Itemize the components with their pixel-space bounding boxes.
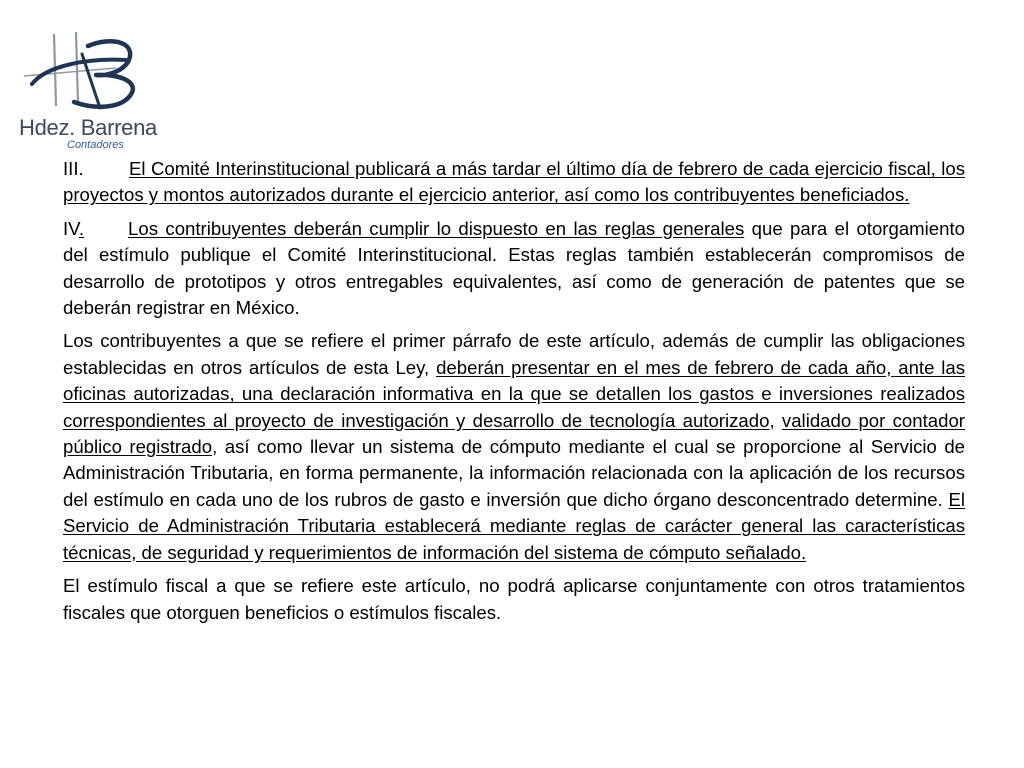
body-text: Los contribuyentes a que se refiere el primer párrafo de este artículo, además de cumplir las obligaciones establecidas en otros artículos de esta Ley,	[63, 330, 965, 378]
underlined-text: validado por contador público registrado	[63, 409, 965, 458]
document-body	[63, 156, 965, 633]
paragraph-number: III.	[63, 158, 84, 179]
body-text: El estímulo fiscal a que se refiere este artículo, no podrá aplicarse conjuntamente con otros tratamientos fiscales que otorguen beneficios o estímulos fiscales.	[63, 575, 965, 623]
paragraph-iii	[63, 156, 965, 209]
body-text: , así como llevar un sistema de cómputo mediante el cual se proporcione al Servicio de Administración Tributaria, en forma permanente, la información relacionada con la aplicación de los recursos del estímulo en cada uno de los rubros de gasto e inversión que dicho órgano desconcentrado determine.	[63, 436, 966, 510]
underlined-text: deberán presentar en el mes de febrero de cada año, ante las oficinas autorizadas, una declaración informativa en la que se detallen los gastos e inversiones realizados correspondientes al proyecto de investigación y desarrollo de tecnología autorizado	[63, 356, 966, 431]
hb-monogram-icon	[16, 28, 166, 118]
logo-company-name: Hdez. Barrena	[19, 115, 157, 140]
underlined-dot: .	[78, 217, 85, 239]
underlined-text: El Comité Interinstitucional publicará a más tardar el último día de febrero de cada ejercicio fiscal, los proyectos y montos autorizados durante el ejercicio anterior, así como los contribuyentes beneficiados.	[63, 158, 965, 206]
underlined-text: Los contribuyentes deberán cumplir lo dispuesto en las reglas generales	[128, 217, 745, 239]
company-logo	[16, 28, 166, 154]
body-text: ,	[769, 409, 775, 431]
underlined-text: El Servicio de Administración Tributaria establecerá mediante reglas de carácter general las características técnicas, de seguridad y requerimientos de información del sistema de cómputo señalado.	[63, 488, 966, 563]
paragraph-number: IV	[63, 217, 79, 239]
paragraph-stimulus	[63, 573, 965, 626]
logo-tagline: Contadores	[67, 139, 124, 151]
paragraph-iv	[63, 216, 965, 322]
paragraph-obligations	[63, 328, 965, 566]
body-text: que para el otorgamiento del estímulo publique el Comité Interinstitucional. Estas reglas también establecerán compromisos de desarrollo de prototipos y otros entregables equivalentes, así como de generación de patentes que se deberán registrar en México.	[63, 217, 965, 319]
